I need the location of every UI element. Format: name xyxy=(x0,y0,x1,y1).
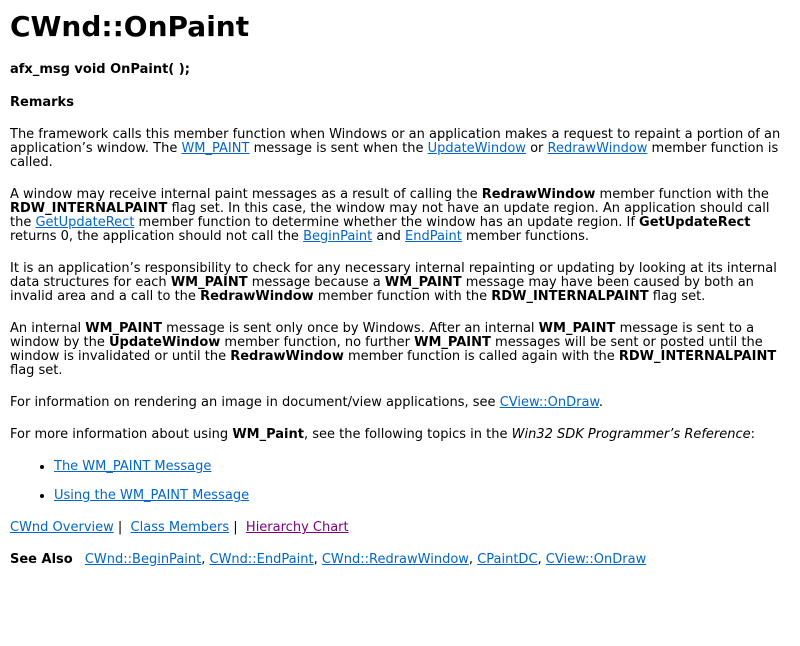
bold-term: RedrawWindow xyxy=(200,289,314,304)
text: member function with the xyxy=(313,289,492,304)
function-syntax: afx_msg void OnPaint( ); xyxy=(10,62,190,77)
paragraph-2 xyxy=(10,188,790,244)
list-item xyxy=(54,460,790,474)
see-also-label: See Also xyxy=(10,552,73,567)
link-see-also-cpaintdc[interactable]: CPaintDC xyxy=(477,552,538,567)
separator: , xyxy=(537,552,546,567)
paragraph-1 xyxy=(10,128,790,170)
text: member function, no further xyxy=(220,335,415,350)
text: flag set. xyxy=(10,363,63,378)
bold-term: WM_PAINT xyxy=(170,275,248,290)
nav-separator: | xyxy=(229,520,246,535)
remarks-heading: Remarks xyxy=(10,95,74,110)
text: member function with the xyxy=(595,187,769,202)
bold-term: GetUpdateRect xyxy=(639,215,751,230)
paragraph-6 xyxy=(10,428,790,442)
text: member function is called again with the xyxy=(343,349,619,364)
separator: , xyxy=(468,552,478,567)
bold-term: WM_PAINT xyxy=(384,275,462,290)
bold-term: UpdateWindow xyxy=(109,335,221,350)
link-getupdaterect[interactable]: GetUpdateRect xyxy=(35,215,135,230)
link-cview-ondraw[interactable]: CView::OnDraw xyxy=(499,395,599,410)
text: member function to determine whether the window has an update region. If xyxy=(134,215,640,230)
italic-reference: Win32 SDK Programmer’s Reference xyxy=(511,427,751,442)
text: , see the following topics in the xyxy=(303,427,512,442)
text: message may have been caused by both an invalid area and a call to the xyxy=(10,275,754,304)
separator: , xyxy=(201,552,210,567)
link-redrawwindow[interactable]: RedrawWindow xyxy=(547,141,648,156)
bold-term: RDW_INTERNALPAINT xyxy=(10,201,168,216)
paragraph-3 xyxy=(10,262,790,304)
text: and xyxy=(372,229,405,244)
bold-term: RedrawWindow xyxy=(481,187,596,202)
text: It is an application’s responsibility to check for any necessary internal repainting or updating by looking at its internal data structures for each xyxy=(10,261,777,290)
see-also xyxy=(10,553,790,567)
text: An internal xyxy=(10,321,86,336)
bold-term: RDW_INTERNALPAINT xyxy=(491,289,649,304)
link-see-also-redrawwindow[interactable]: CWnd::RedrawWindow xyxy=(321,552,469,567)
text: . xyxy=(598,395,604,410)
text: message because a xyxy=(247,275,385,290)
page-title: CWnd::OnPaint xyxy=(10,10,250,43)
text: For more information about using xyxy=(10,427,233,442)
link-cwnd-overview[interactable]: CWnd Overview xyxy=(10,520,114,535)
nav-separator: | xyxy=(113,520,131,535)
link-see-also-endpaint[interactable]: CWnd::EndPaint xyxy=(209,552,314,567)
text: The framework calls this member function when Windows or an application makes a request to repaint a portion of an application’s window. The xyxy=(10,127,781,156)
paragraph-5 xyxy=(10,396,790,410)
bold-term: WM_Paint xyxy=(232,427,304,442)
text: member functions. xyxy=(461,229,590,244)
text: message is sent to a window by the xyxy=(10,321,755,350)
link-updatewindow[interactable]: UpdateWindow xyxy=(427,141,526,156)
bold-term: WM_PAINT xyxy=(538,321,616,336)
topic-list xyxy=(10,460,790,503)
link-using-wm-paint-message[interactable]: Using the WM_PAINT Message xyxy=(54,488,250,503)
link-class-members[interactable]: Class Members xyxy=(130,520,230,535)
link-beginpaint[interactable]: BeginPaint xyxy=(303,229,373,244)
link-endpaint[interactable]: EndPaint xyxy=(405,229,462,244)
link-wm-paint-message[interactable]: The WM_PAINT Message xyxy=(54,459,212,474)
link-hierarchy-chart[interactable]: Hierarchy Chart xyxy=(245,520,349,535)
bold-term: RDW_INTERNALPAINT xyxy=(618,349,777,364)
list-item xyxy=(54,489,790,503)
text: messages will be sent or posted until the window is invalidated or until the xyxy=(10,335,763,364)
text: flag set. In this case, the window may not have an update region. An application should call the xyxy=(10,201,770,230)
text: : xyxy=(750,427,756,442)
link-see-also-beginpaint[interactable]: CWnd::BeginPaint xyxy=(84,552,202,567)
text: returns 0, the application should not call the xyxy=(10,229,304,244)
text: flag set. xyxy=(648,289,706,304)
text: member function is called. xyxy=(10,141,779,170)
paragraph-4 xyxy=(10,322,790,378)
bold-term: WM_PAINT xyxy=(85,321,163,336)
bold-term: WM_PAINT xyxy=(414,335,491,350)
nav-links xyxy=(10,521,790,535)
text: or xyxy=(525,141,548,156)
text: A window may receive internal paint messages as a result of calling the xyxy=(10,187,482,202)
bold-term: RedrawWindow xyxy=(230,349,344,364)
text: message is sent only once by Windows. After an internal xyxy=(162,321,539,336)
text: For information on rendering an image in document/view applications, see xyxy=(10,395,500,410)
text: message is sent when the xyxy=(249,141,428,156)
separator: , xyxy=(313,552,322,567)
link-wm-paint[interactable]: WM_PAINT xyxy=(181,141,250,156)
link-see-also-cview-ondraw[interactable]: CView::OnDraw xyxy=(545,552,647,567)
